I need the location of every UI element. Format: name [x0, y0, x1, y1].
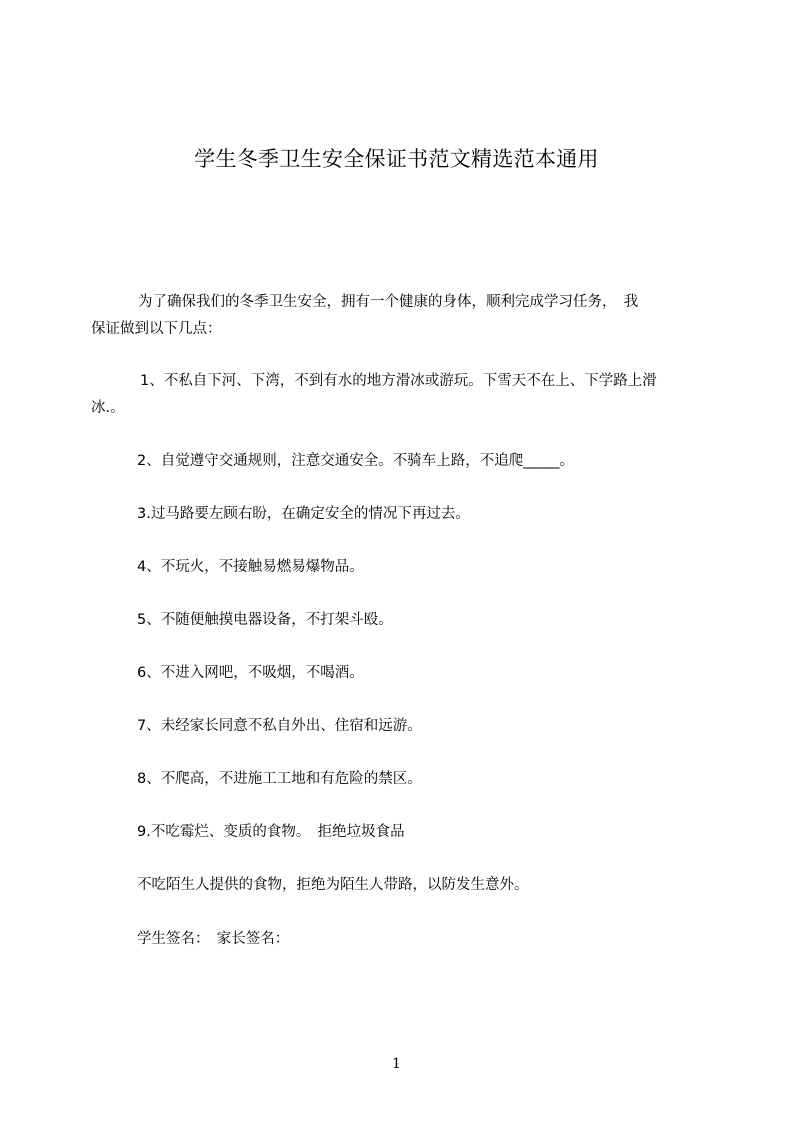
item-9: 9.不吃霉烂、变质的食物。 拒绝垃圾食品	[137, 824, 405, 840]
item-5: 5、不随便触摸电器设备，不打架斗殴。	[137, 612, 393, 628]
page-number: 1	[392, 1056, 401, 1072]
item-8: 8、不爬高，不进施工工地和有危险的禁区。	[137, 771, 422, 787]
intro-line-1: 为了确保我们的冬季卫生安全，拥有一个健康的身体，顺利完成学习任务， 我	[138, 294, 639, 310]
item-2: 2、自觉遵守交通规则，注意交通安全。不骑车上路，不追爬_____。	[137, 453, 574, 469]
signature-line: 学生签名： 家长签名：	[137, 931, 290, 947]
page-title: 学生冬季卫生安全保证书范文精选范本通用	[194, 147, 599, 171]
intro-line-2: 保证做到以下几点：	[91, 321, 222, 337]
extra-note: 不吃陌生人提供的食物，拒绝为陌生人带路，以防发生意外。	[137, 877, 529, 893]
item-1-line-2: 冰.。	[91, 400, 125, 416]
item-6: 6、不进入网吧，不吸烟，不喝酒。	[137, 665, 364, 681]
item-3: 3.过马路要左顾右盼，在确定安全的情况下再过去。	[137, 506, 470, 522]
item-7: 7、未经家长同意不私自外出、住宿和远游。	[137, 718, 422, 734]
item-1-line-1: 1、不私自下河、下湾，不到有水的地方滑冰或游玩。下雪天不在上、下学路上滑	[140, 373, 657, 389]
item-4: 4、不玩火，不接触易燃易爆物品。	[137, 559, 364, 575]
